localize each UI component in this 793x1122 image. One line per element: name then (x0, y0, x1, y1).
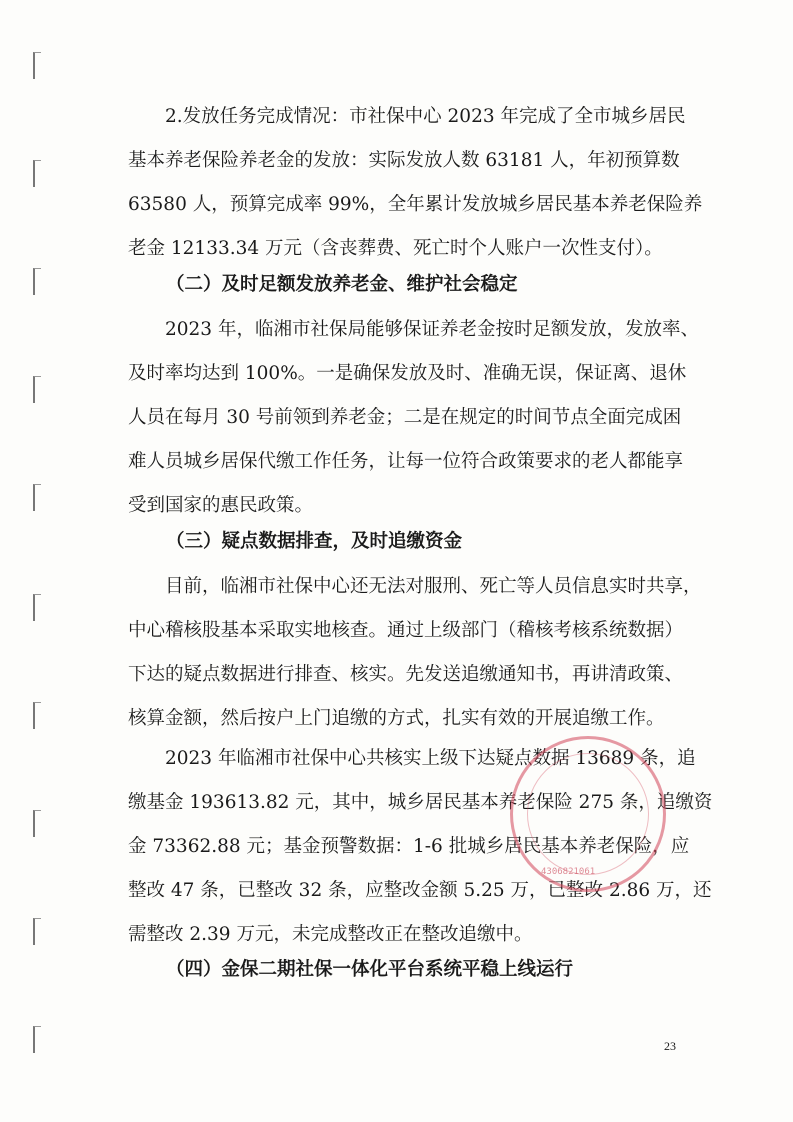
text-line: 2023 年，临湘市社保局能够保证养老金按时足额发放，发放率、 (165, 319, 699, 340)
paragraph-suspicious-data (128, 565, 702, 741)
text-line: 人员在每月 30 号前领到养老金；二是在规定的时间节点全面完成困 (128, 407, 682, 428)
page-number: 23 (664, 1039, 676, 1053)
binding-mark (33, 160, 41, 187)
text-line: 受到国家的惠民政策。 (128, 495, 314, 516)
section-heading-4: （四）金保二期社保一体化平台系统平稳上线运行 (166, 959, 574, 980)
text-line: 基本养老保险养老金的发放：实际发放人数 63181 人，年初预算数 (128, 150, 680, 171)
paragraph-distribution-completion (128, 95, 703, 271)
seal-code: 4306821061 (541, 867, 596, 877)
binding-mark (33, 702, 41, 729)
text-line: 金 73362.88 元；基金预警数据：1-6 批城乡居民基本养老保险，应 (128, 836, 690, 857)
text-line: 2023 年临湘市社保中心共核实上级下达疑点数据 13689 条，追 (165, 748, 696, 769)
text-line: 难人员城乡居保代缴工作任务，让每一位符合政策要求的老人都能享 (128, 451, 684, 472)
binding-mark (33, 810, 41, 837)
text-line: 中心稽核股基本采取实地核查。通过上级部门（稽核考核系统数据） (128, 620, 684, 641)
text-line: 需整改 2.39 万元，未完成整改正在整改追缴中。 (128, 924, 533, 945)
official-seal (510, 736, 666, 892)
text-line: 及时率均达到 100%。一是确保发放及时、准确无误，保证离、退休 (128, 363, 687, 384)
text-line: 整改 47 条，已整改 32 条，应整改金额 5.25 万，已整改 2.86 万，还 (128, 880, 712, 901)
binding-mark (33, 376, 41, 403)
text-line: 缴基金 193613.82 元，其中，城乡居民基本养老保险 275 条，追缴资 (128, 792, 713, 813)
text-line: 目前，临湘市社保中心还无法对服刑、死亡等人员信息实时共享， (165, 576, 702, 597)
binding-mark (33, 1026, 41, 1053)
binding-mark (33, 268, 41, 295)
text-line: 2.发放任务完成情况：市社保中心 2023 年完成了全市城乡居民 (165, 106, 686, 127)
binding-mark (33, 918, 41, 945)
section-heading-2: （二）及时足额发放养老金、维护社会稳定 (166, 274, 518, 295)
seal-inner-ring (527, 753, 649, 875)
paragraph-pension-payment (128, 308, 699, 528)
section-heading-3: （三）疑点数据排查，及时追缴资金 (166, 531, 463, 552)
text-line: 核算金额，然后按户上门追缴的方式，扎实有效的开展追缴工作。 (128, 708, 665, 729)
text-line: 63580 人，预算完成率 99%，全年累计发放城乡居民基本养老保险养 (128, 194, 703, 215)
binding-mark (33, 52, 41, 79)
text-line: 下达的疑点数据进行排查、核实。先发送追缴通知书，再讲清政策、 (128, 664, 684, 685)
binding-mark (33, 594, 41, 621)
text-line: 老金 12133.34 万元（含丧葬费、死亡时个人账户一次性支付）。 (128, 238, 663, 259)
binding-mark (33, 484, 41, 511)
